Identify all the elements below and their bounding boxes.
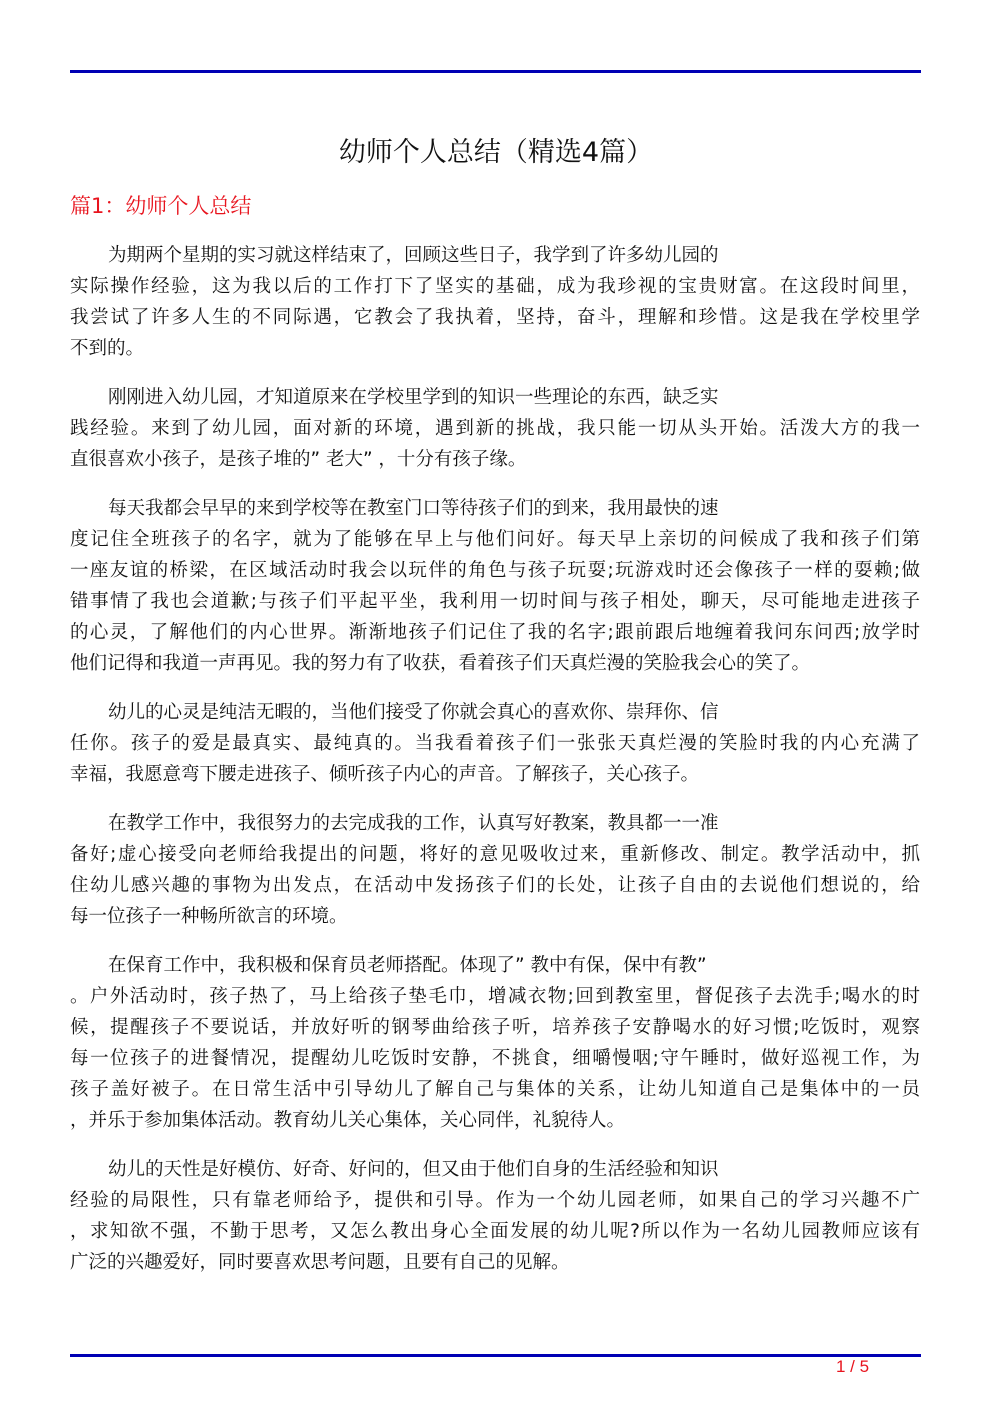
paragraph-line: 直很喜欢小孩子，是孩子堆的” 老大” ，十分有孩子缘。 — [70, 449, 527, 470]
paragraph-line: ，求知欲不强，不勤于思考，又怎么教出身心全面发展的幼儿呢?所以作为一名幼儿园教师应该有 — [70, 1221, 920, 1242]
paragraph-line: ，并乐于参加集体活动。教育幼儿关心集体，关心同伴，礼貌待人。 — [70, 1110, 626, 1131]
paragraph-line: 每天我都会早早的来到学校等在教室门口等待孩子们的到来，我用最快的速 — [108, 498, 719, 519]
paragraph — [70, 1154, 920, 1278]
paragraph-line: 幼儿的天性是好模仿、好奇、好问的，但又由于他们自身的生活经验和知识 — [108, 1159, 719, 1180]
paragraph-line: 孩子盖好被子。在日常生活中引导幼儿了解自己与集体的关系，让幼儿知道自己是集体中的一员 — [70, 1079, 920, 1100]
paragraph-line: 一座友谊的桥梁，在区域活动时我会以玩伴的角色与孩子玩耍;玩游戏时还会像孩子一样的耍赖;做 — [70, 560, 920, 581]
paragraph-line: 每一位孩子一种畅所欲言的环境。 — [70, 906, 348, 927]
paragraph-line: 候，提醒孩子不要说话，并放好听的钢琴曲给孩子听，培养孩子安静喝水的好习惯;吃饭时，观察 — [70, 1017, 920, 1038]
paragraph-line: 广泛的兴趣爱好，同时要喜欢思考问题，且要有自己的见解。 — [70, 1252, 570, 1273]
paragraph — [70, 382, 920, 475]
paragraph-line: 刚刚进入幼儿园，才知道原来在学校里学到的知识一些理论的东西，缺乏实 — [108, 387, 719, 408]
paragraph-line: 我尝试了许多人生的不同际遇，它教会了我执着，坚持，奋斗，理解和珍惜。这是我在学校里学 — [70, 307, 920, 328]
paragraph — [70, 240, 920, 364]
document-title: 幼师个人总结（精选4篇） — [338, 137, 654, 168]
paragraph-line: 错事情了我也会道歉;与孩子们平起平坐，我利用一切时间与孩子相处，聊天，尽可能地走进孩子 — [70, 591, 920, 612]
paragraph-line: 度记住全班孩子的名字，就为了能够在早上与他们问好。每天早上亲切的问候成了我和孩子们第 — [70, 529, 920, 550]
paragraph — [70, 493, 920, 679]
paragraph-line: 践经验。来到了幼儿园，面对新的环境，遇到新的挑战，我只能一切从头开始。活泼大方的我一 — [70, 418, 920, 439]
paragraph-line: 在教学工作中，我很努力的去完成我的工作，认真写好教案，教具都一一准 — [108, 813, 719, 834]
paragraph-line: 在保育工作中，我积极和保育员老师搭配。体现了” 教中有保，保中有教” — [108, 955, 707, 976]
paragraph-line: 经验的局限性，只有靠老师给予，提供和引导。作为一个幼儿园老师，如果自己的学习兴趣不广 — [70, 1190, 920, 1211]
section-heading: 篇1：幼师个人总结 — [70, 194, 252, 218]
paragraph — [70, 950, 920, 1136]
paragraph-line: 每一位孩子的进餐情况，提醒幼儿吃饭时安静，不挑食，细嚼慢咽;守午睡时，做好巡视工作，为 — [70, 1048, 920, 1069]
paragraph-line: 他们记得和我道一声再见。我的努力有了收获，看着孩子们天真烂漫的笑脸我会心的笑了。 — [70, 653, 811, 674]
header-rule — [70, 70, 921, 73]
paragraph-line: 住幼儿感兴趣的事物为出发点，在活动中发扬孩子们的长处，让孩子自由的去说他们想说的，给 — [70, 875, 920, 896]
paragraph-line: 幸福，我愿意弯下腰走进孩子、倾听孩子内心的声音。了解孩子，关心孩子。 — [70, 764, 700, 785]
document-body — [70, 240, 920, 1296]
paragraph-line: 为期两个星期的实习就这样结束了，回顾这些日子，我学到了许多幼儿园的 — [108, 245, 719, 266]
paragraph-line: 的心灵，了解他们的内心世界。渐渐地孩子们记住了我的名字;跟前跟后地缠着我问东问西;放学时 — [70, 622, 920, 643]
paragraph — [70, 697, 920, 790]
paragraph-line: 不到的。 — [70, 338, 145, 359]
paragraph-line: 。户外活动时，孩子热了，马上给孩子垫毛巾，增减衣物;回到教室里，督促孩子去洗手;喝水的时 — [70, 986, 920, 1007]
paragraph-line: 备好;虚心接受向老师给我提出的问题，将好的意见吸收过来，重新修改、制定。教学活动中，抓 — [70, 844, 920, 865]
footer-rule — [70, 1354, 921, 1357]
paragraph-line: 实际操作经验，这为我以后的工作打下了坚实的基础，成为我珍视的宝贵财富。在这段时间里， — [70, 276, 920, 297]
paragraph-line: 幼儿的心灵是纯洁无暇的，当他们接受了你就会真心的喜欢你、崇拜你、信 — [108, 702, 719, 723]
paragraph — [70, 808, 920, 932]
page-number: 1 / 5 — [836, 1357, 870, 1376]
paragraph-line: 任你。孩子的爱是最真实、最纯真的。当我看着孩子们一张张天真烂漫的笑脸时我的内心充满了 — [70, 733, 920, 754]
